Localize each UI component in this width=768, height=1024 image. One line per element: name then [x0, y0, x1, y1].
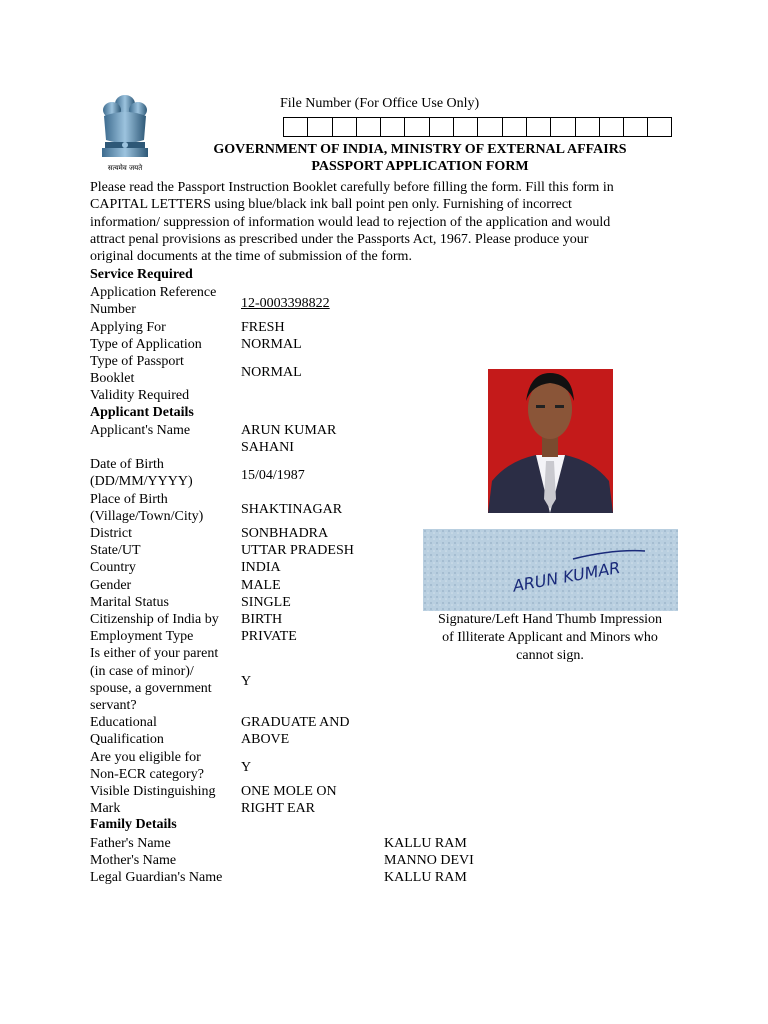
- signature-caption-line: Signature/Left Hand Thumb Impression: [437, 612, 663, 627]
- instruction-line: original documents at the time of submission of the form.: [90, 249, 412, 265]
- field-label: State/UT: [90, 543, 141, 559]
- signature-image: [423, 529, 678, 611]
- field-label: Employment Type: [90, 629, 194, 645]
- field-label: Qualification: [90, 732, 164, 748]
- field-label: Place of Birth: [90, 491, 168, 507]
- field-value: SHAKTINAGAR: [241, 502, 343, 518]
- field-label: Mark: [90, 801, 121, 817]
- file-number-box: [477, 117, 501, 137]
- field-label: (in case of minor)/: [90, 663, 194, 679]
- field-label: District: [90, 526, 132, 541]
- field-label: Legal Guardian's Name: [90, 870, 223, 885]
- file-number-box: [647, 117, 671, 137]
- section-heading: Family Details: [90, 817, 177, 833]
- form-title: PASSPORT APPLICATION FORM: [311, 159, 529, 174]
- field-value: NORMAL: [241, 336, 302, 352]
- signature-caption-line: of Illiterate Applicant and Minors who: [442, 630, 658, 645]
- field-label: Type of Passport: [90, 354, 184, 369]
- file-number-box: [623, 117, 647, 137]
- field-value: Y: [241, 760, 252, 776]
- signature-caption: [418, 611, 682, 665]
- field-value: MANNO DEVI: [384, 852, 474, 868]
- file-number-box: [526, 117, 550, 137]
- form-title-ministry: GOVERNMENT OF INDIA, MINISTRY OF EXTERNAL AFFAIRS: [213, 142, 627, 157]
- national-emblem-icon: [96, 90, 154, 176]
- file-number-box: [332, 117, 356, 137]
- field-value: INDIA: [241, 560, 281, 576]
- instruction-line: information/ suppression of information would lead to rejection of the application and would: [90, 214, 611, 230]
- instruction-line: CAPITAL LETTERS using blue/black ink ball point pen only. Furnishing of incorrect: [90, 197, 572, 213]
- field-label: Are you eligible for: [90, 749, 201, 765]
- field-value: PRIVATE: [241, 629, 297, 645]
- field-label: Mother's Name: [90, 852, 177, 868]
- file-number-box: [404, 117, 428, 137]
- field-label: Country: [90, 560, 136, 576]
- field-label: Applicant's Name: [90, 422, 191, 438]
- instruction-line: Please read the Passport Instruction Booklet carefully before filling the form. Fill this form in: [90, 180, 614, 195]
- field-label: (DD/MM/YYYY): [90, 474, 193, 490]
- field-label: Validity Required: [90, 388, 190, 404]
- file-number-box: [502, 117, 526, 137]
- field-label: Date of Birth: [90, 457, 164, 473]
- file-number-box: [307, 117, 331, 137]
- file-number-label: File Number (For Office Use Only): [280, 96, 480, 111]
- field-value: FRESH: [241, 319, 285, 335]
- field-value: RIGHT EAR: [241, 801, 316, 817]
- field-label: Application Reference: [90, 285, 217, 301]
- field-label: Non-ECR category?: [90, 766, 204, 782]
- field-label: Visible Distinguishing: [90, 784, 216, 799]
- field-label: (Village/Town/City): [90, 508, 204, 524]
- field-label: Applying For: [90, 319, 166, 335]
- field-label: Type of Application: [90, 336, 202, 352]
- field-label: Booklet: [90, 371, 135, 387]
- file-number-box: [356, 117, 380, 137]
- file-number-box: [453, 117, 477, 137]
- field-value: KALLU RAM: [384, 835, 467, 851]
- section-heading: Applicant Details: [90, 404, 194, 420]
- field-value: BIRTH: [241, 612, 283, 627]
- field-value: ONE MOLE ON: [241, 784, 337, 799]
- field-value: GRADUATE AND: [241, 715, 350, 731]
- field-label: Citizenship of India by: [90, 612, 219, 627]
- file-number-box: [380, 117, 404, 137]
- field-value: ARUN KUMAR: [241, 422, 337, 438]
- field-value: ABOVE: [241, 732, 290, 748]
- field-value: NORMAL: [241, 364, 302, 380]
- applicant-photo: [488, 369, 613, 513]
- field-label: Is either of your parent: [90, 646, 219, 662]
- field-value: SINGLE: [241, 594, 291, 610]
- emblem-motto: सत्यमेव जयते: [107, 164, 143, 172]
- instruction-line: attract penal provisions as prescribed under the Passports Act, 1967. Please produce your: [90, 231, 589, 247]
- file-number-box: [550, 117, 574, 137]
- field-label: Marital Status: [90, 594, 169, 610]
- field-label: Educational: [90, 715, 157, 731]
- file-number-boxes: [283, 117, 672, 137]
- file-number-box: [599, 117, 623, 137]
- field-value: KALLU RAM: [384, 870, 467, 885]
- file-number-box: [283, 117, 307, 137]
- field-label: spouse, a government: [90, 680, 212, 696]
- section-heading: Service Required: [90, 267, 193, 282]
- file-number-box: [575, 117, 599, 137]
- instructions-paragraph: [90, 179, 665, 265]
- signature-caption-line: cannot sign.: [516, 648, 584, 663]
- signature-text: ARUN KUMAR: [511, 557, 622, 596]
- field-value: MALE: [241, 577, 281, 593]
- field-label: Father's Name: [90, 835, 171, 851]
- file-number-box: [429, 117, 453, 137]
- field-value: 15/04/1987: [241, 467, 305, 483]
- field-value: SONBHADRA: [241, 526, 329, 541]
- field-value: 12-0003398822: [241, 295, 330, 311]
- field-value: SAHANI: [241, 440, 294, 455]
- field-label: servant?: [90, 698, 137, 713]
- field-label: Gender: [90, 577, 132, 593]
- field-value: Y: [241, 674, 252, 690]
- field-value: UTTAR PRADESH: [241, 543, 354, 559]
- field-label: Number: [90, 302, 136, 318]
